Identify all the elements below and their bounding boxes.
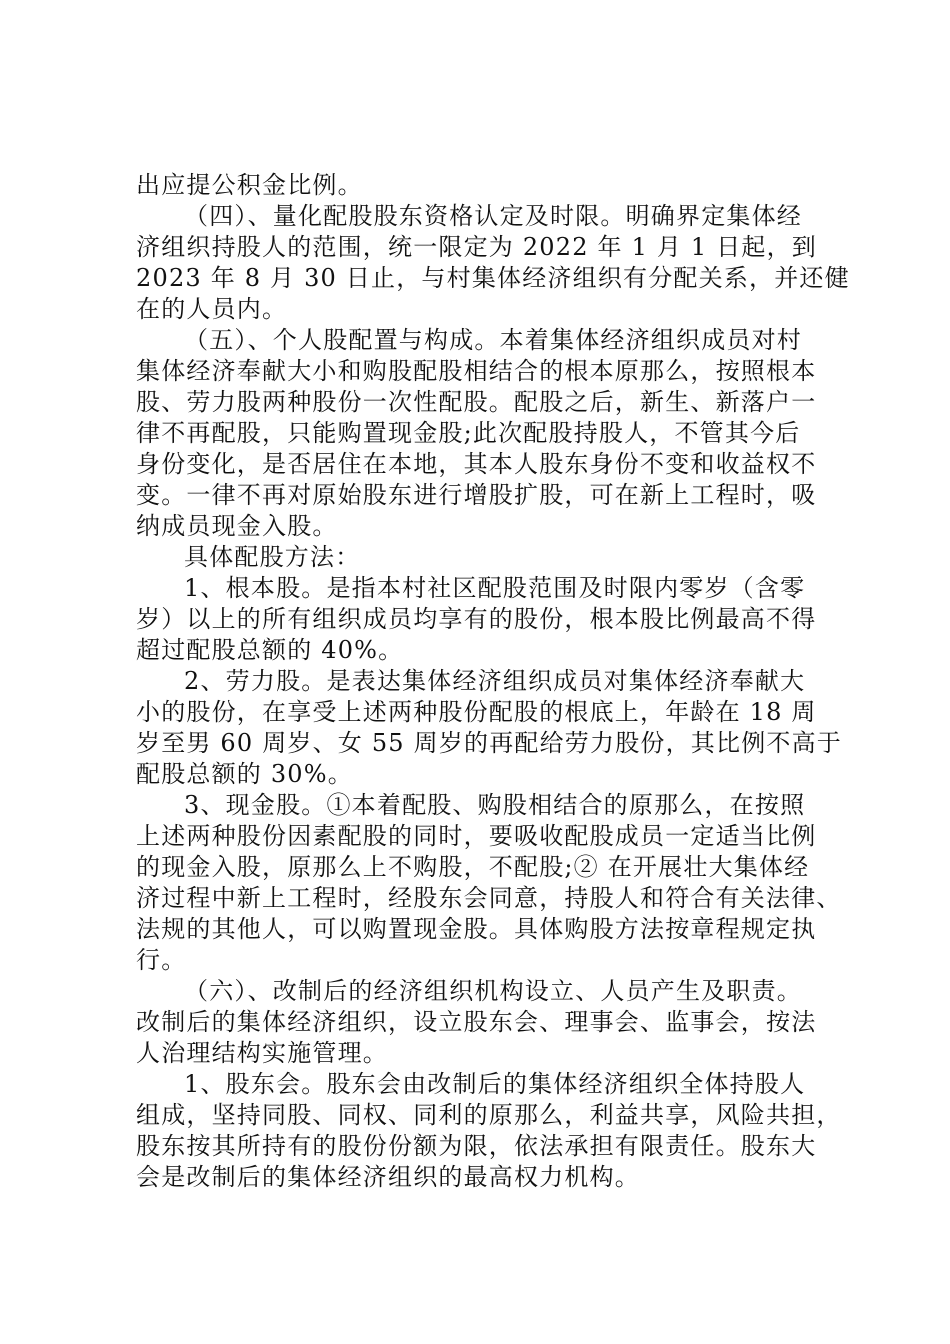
text-line: 2023 年 8 月 30 日止，与村集体经济组织有分配关系，并还健 (136, 264, 850, 292)
text-line: 济组织持股人的范围，统一限定为 2022 年 1 月 1 日起，到 (136, 233, 817, 261)
text-line: 的现金入股，原那么上不购股，不配股;② 在开展壮大集体经 (136, 853, 810, 881)
text-line: 济过程中新上工程时，经股东会同意，持股人和符合有关法律、 (136, 884, 842, 912)
text-line: 改制后的集体经济组织，设立股东会、理事会、监事会，按法 (136, 1008, 817, 1036)
text-line: 律不再配股，只能购置现金股;此次配股持股人，不管其今后 (136, 419, 801, 447)
text-line: 股东按其所持有的股份份额为限，依法承担有限责任。股东大 (136, 1132, 817, 1160)
text-line: （四）、量化配股股东资格认定及时限。明确界定集体经 (184, 202, 802, 230)
text-line: 在的人员内。 (136, 295, 288, 323)
text-line: 配股总额的 30%。 (136, 760, 353, 788)
text-line: 人治理结构实施管理。 (136, 1039, 388, 1067)
text-line: 1、根本股。是指本村社区配股范围及时限内零岁（含零 (184, 574, 806, 602)
text-line: （六）、改制后的经济组织机构设立、人员产生及职责。 (184, 977, 802, 1005)
text-line: 2、劳力股。是表达集体经济组织成员对集体经济奉献大 (184, 667, 806, 695)
text-line: 纳成员现金入股。 (136, 512, 338, 540)
text-line: 1、股东会。股东会由改制后的集体经济组织全体持股人 (184, 1070, 806, 1098)
text-line: 3、现金股。①本着配股、购股相结合的原那么，在按照 (184, 791, 806, 819)
text-line: （五）、个人股配置与构成。本着集体经济组织成员对村 (184, 326, 802, 354)
text-line: 行。 (136, 946, 187, 974)
text-line: 会是改制后的集体经济组织的最高权力机构。 (136, 1163, 640, 1191)
text-line: 超过配股总额的 40%。 (136, 636, 404, 664)
text-line: 具体配股方法： (184, 543, 361, 571)
text-line: 出应提公积金比例。 (136, 171, 363, 199)
text-line: 法规的其他人，可以购置现金股。具体购股方法按章程规定执 (136, 915, 817, 943)
text-line: 变。一律不再对原始股东进行增股扩股，可在新上工程时，吸 (136, 481, 817, 509)
text-line: 岁）以上的所有组织成员均享有的股份，根本股比例最高不得 (136, 605, 817, 633)
text-line: 小的股份，在享受上述两种股份配股的根底上，年龄在 18 周 (136, 698, 817, 726)
text-line: 集体经济奉献大小和购股配股相结合的根本原那么，按照根本 (136, 357, 817, 385)
text-line: 上述两种股份因素配股的同时，要吸收配股成员一定适当比例 (136, 822, 817, 850)
document-body (136, 170, 850, 1193)
text-line: 股、劳力股两种股份一次性配股。配股之后，新生、新落户一 (136, 388, 817, 416)
text-line: 岁至男 60 周岁、女 55 周岁的再配给劳力股份，其比例不高于 (136, 729, 842, 757)
text-line: 组成，坚持同股、同权、同利的原那么，利益共享，风险共担， (136, 1101, 842, 1129)
text-line: 身份变化，是否居住在本地，其本人股东身份不变和收益权不 (136, 450, 817, 478)
